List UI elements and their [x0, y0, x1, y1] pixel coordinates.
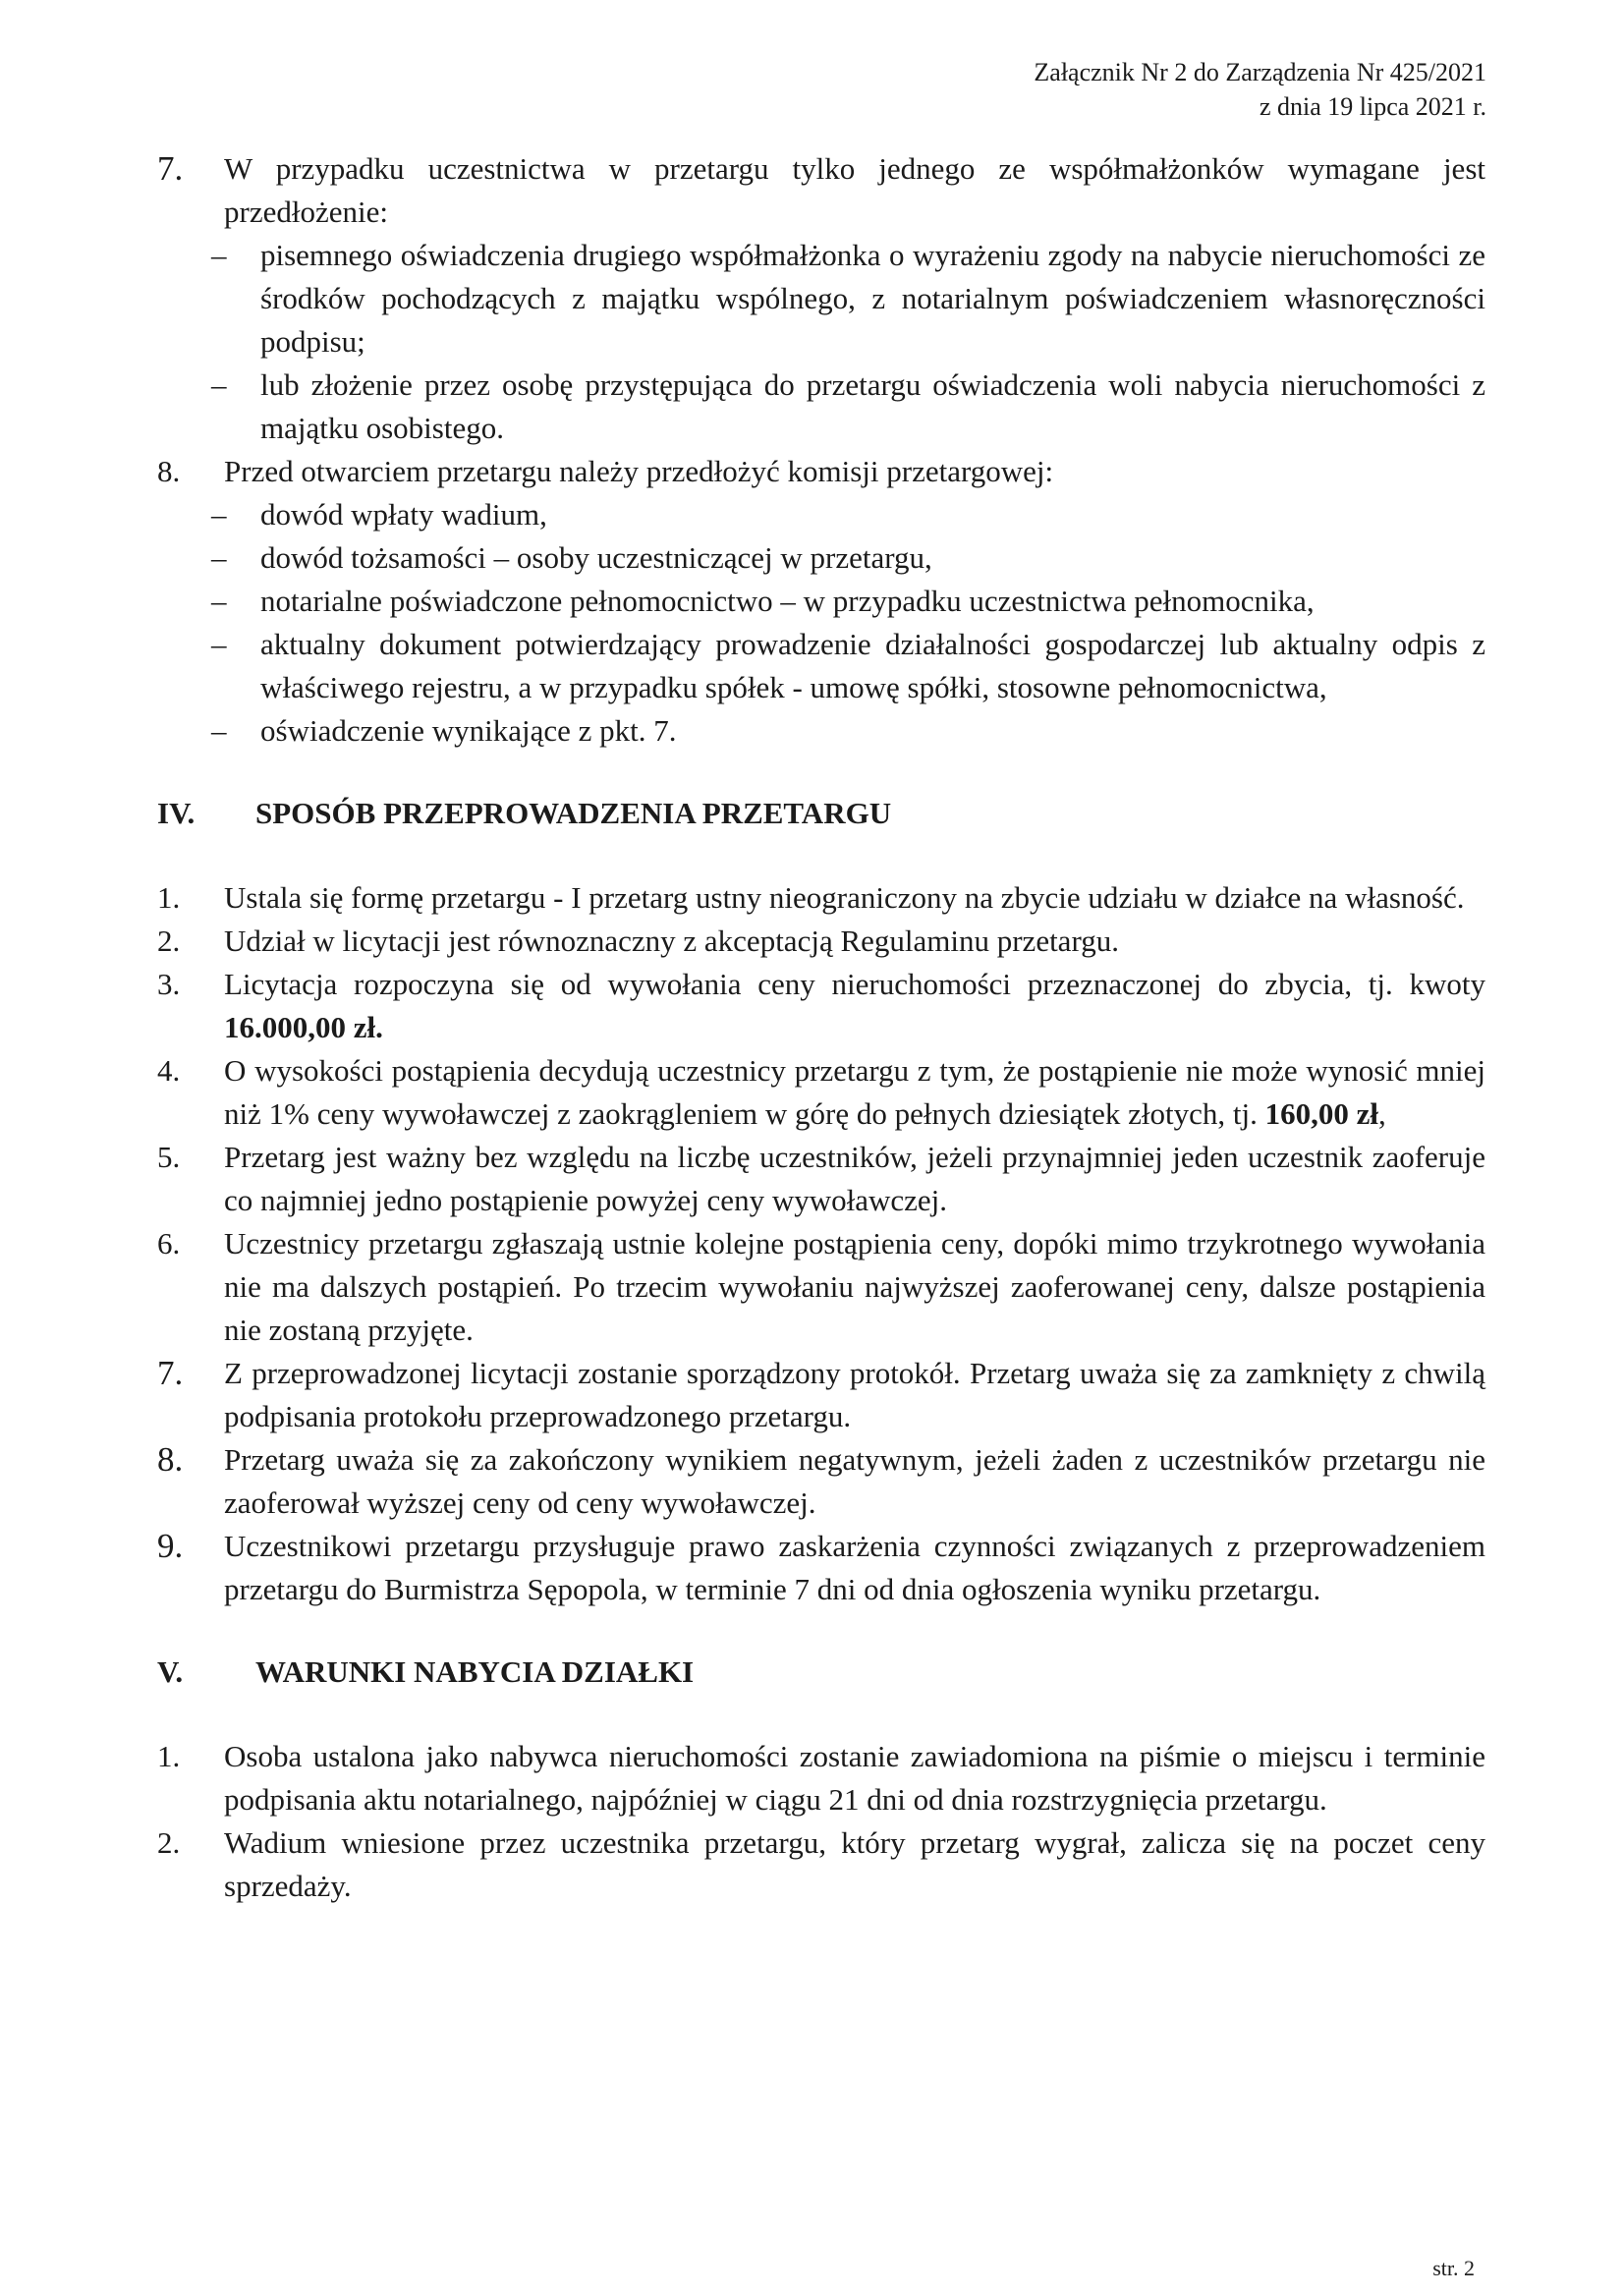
list-item: 9. Uczestnikowi przetargu przysługuje prawo zaskarżenia czynności związanych z przeprowadzeniem przetargu do Burmistrza Sępopola, w terminie 7 dni od dnia ogłoszenia wyniku przetargu.: [157, 1527, 1485, 1606]
section-heading: [157, 1651, 1485, 1694]
list-item: 6. Uczestnicy przetargu zgłaszają ustnie kolejne postąpienia ceny, dopóki mimo trzykrotnego wywołania nie ma dalszych postąpień. Po trzecim wywołaniu najwyższej zaoferowanej ceny, dalsze postąpienia nie zostaną przyjęte.: [157, 1226, 1485, 1347]
header-line-1: Załącznik Nr 2 do Zarządzenia Nr 425/2021: [1034, 58, 1486, 86]
dash-list: [211, 493, 1485, 753]
header-line-2: z dnia 19 lipca 2021 r.: [1259, 92, 1486, 121]
list-item: [157, 450, 1485, 753]
section-number: IV.: [157, 796, 196, 830]
dash-item: – aktualny dokument potwierdzający prowadzenie działalności gospodarczej lub aktualny odpis z właściwego rejestru, a w przypadku spółek - umowę spółki, stosowne pełnomocnictwa,: [211, 627, 1485, 704]
document-body: [157, 147, 1485, 1908]
dash-item: – dowód tożsamości – osoby uczestniczącej w przetargu,: [211, 540, 932, 575]
dash-item: – pisemnego oświadczenia drugiego współmałżonka o wyrażeniu zgody na nabycie nieruchomości ze środków pochodzących z majątku wspólnego, z notarialnym poświadczeniem własnoręczności podpisu;: [211, 238, 1485, 359]
list-item: 1. Osoba ustalona jako nabywca nieruchomości zostanie zawiadomiona na piśmie o miejscu i terminie podpisania aktu notarialnego, najpóźniej w ciągu 21 dni od dnia rozstrzygnięcia przetargu.: [157, 1739, 1485, 1817]
list-item: 2. Udział w licytacji jest równoznaczny z akceptacją Regulaminu przetargu.: [157, 924, 1119, 958]
section-heading: [157, 792, 1485, 835]
item-number: 7.: [157, 149, 184, 188]
dash-item: – oświadczenie wynikające z pkt. 7.: [211, 713, 677, 748]
dash-item: – lub złożenie przez osobę przystępująca do przetargu oświadczenia woli nabycia nieruchomości z majątku osobistego.: [211, 367, 1485, 445]
item-text: Przed otwarciem przetargu należy przedłożyć komisji przetargowej:: [224, 454, 1054, 488]
item-number: 8.: [157, 454, 181, 488]
dash-list: [211, 234, 1485, 450]
list-item: 8. Przetarg uważa się za zakończony wynikiem negatywnym, jeżeli żaden z uczestników przetargu nie zaoferował wyższej ceny od ceny wywoławczej.: [157, 1440, 1485, 1520]
list-item: 4. O wysokości postąpienia decydują uczestnicy przetargu z tym, że postąpienie nie może wynosić mniej niż 1% ceny wywoławczej z zaokrągleniem w górę do pełnych dziesiątek złotych, tj. 160,00 zł,: [157, 1053, 1485, 1131]
bid-increment: 160,00 zł: [1264, 1096, 1378, 1131]
starting-price: 16.000,00 zł.: [224, 1010, 383, 1044]
section-number: V.: [157, 1654, 184, 1689]
list-item: 2. Wadium wniesione przez uczestnika przetargu, który przetarg wygrał, zalicza się na poczet ceny sprzedaży.: [157, 1825, 1485, 1903]
page-number: str. 2: [1432, 2256, 1475, 2280]
item-text: W przypadku uczestnictwa w przetargu tylko jednego ze współmałżonków wymagane jest przedłożenie:: [224, 151, 1485, 229]
list-item: [157, 147, 1485, 450]
dash-item: – notarialne poświadczone pełnomocnictwo – w przypadku uczestnictwa pełnomocnika,: [211, 584, 1315, 618]
section-title: SPOSÓB PRZEPROWADZENIA PRZETARGU: [255, 796, 892, 830]
page-header: [1034, 55, 1486, 124]
section-title: WARUNKI NABYCIA DZIAŁKI: [255, 1654, 695, 1689]
list-item: 1. Ustala się formę przetargu - I przetarg ustny nieograniczony na zbycie udziału w działce na własność.: [157, 880, 1465, 915]
dash-item: – dowód wpłaty wadium,: [211, 497, 547, 532]
list-item: 5. Przetarg jest ważny bez względu na liczbę uczestników, jeżeli przynajmniej jeden uczestnik zaoferuje co najmniej jedno postąpienie powyżej ceny wywoławczej.: [157, 1140, 1485, 1217]
list-item: 3. Licytacja rozpoczyna się od wywołania ceny nieruchomości przeznaczonej do zbycia, tj. kwoty 16.000,00 zł.: [157, 967, 1485, 1044]
list-item: 7. Z przeprowadzonej licytacji zostanie sporządzony protokół. Przetarg uważa się za zamknięty z chwilą podpisania protokołu przeprowadzonego przetargu.: [157, 1354, 1485, 1433]
